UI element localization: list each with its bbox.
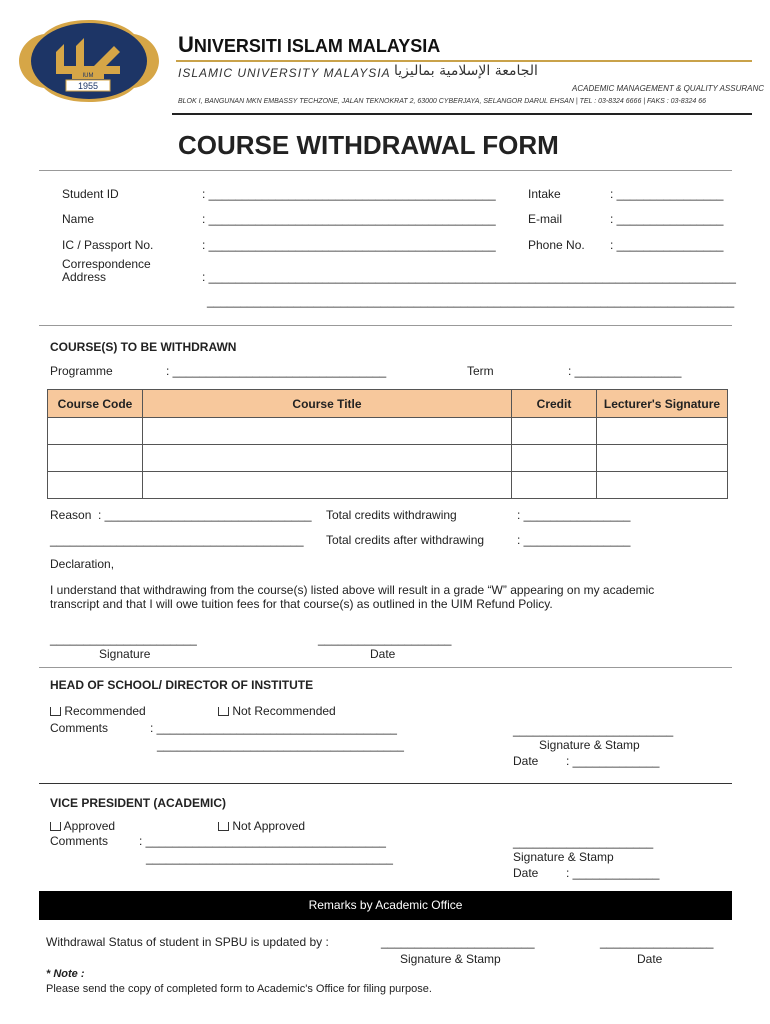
university-name-rest: NIVERSITI ISLAM MALAYSIA xyxy=(193,36,441,56)
not-recommended-label: Not Recommended xyxy=(232,704,336,718)
vp-comments-label: Comments xyxy=(50,834,109,848)
hos-comments-label: Comments xyxy=(50,721,109,735)
phone-field[interactable]: : ________________ xyxy=(610,238,724,252)
department-name: ACADEMIC MANAGEMENT & QUALITY ASSURANC xyxy=(572,84,765,93)
phone-label: Phone No. xyxy=(528,238,585,252)
column-course-code: Course Code xyxy=(48,390,143,418)
divider xyxy=(39,170,732,171)
hos-date-field[interactable]: : _____________ xyxy=(566,754,660,768)
total-after-label: Total credits after withdrawing xyxy=(326,533,485,547)
university-name-ar: الجامعة الإسلامية بماليزيا xyxy=(394,63,538,79)
office-signature-label: Signature & Stamp xyxy=(400,952,501,966)
divider xyxy=(39,783,732,784)
approved-checkbox[interactable] xyxy=(50,822,61,831)
name-field[interactable]: : ___________________________________________ xyxy=(202,212,496,226)
recommended-checkbox[interactable] xyxy=(50,707,61,716)
logo-year: 1955 xyxy=(77,81,99,91)
address-label-2: Address xyxy=(62,270,107,284)
table-cell[interactable] xyxy=(48,418,143,445)
university-name xyxy=(178,32,440,58)
address-field-2[interactable]: _______________________________________________________________________________ xyxy=(207,294,735,308)
vp-comments-field-2[interactable]: _____________________________________ xyxy=(146,851,393,865)
term-label: Term xyxy=(467,364,494,378)
table-row xyxy=(48,445,728,472)
hos-comments-field-1[interactable]: : ____________________________________ xyxy=(150,721,397,735)
table-cell[interactable] xyxy=(512,472,597,499)
total-withdrawing-label: Total credits withdrawing xyxy=(326,508,457,522)
university-name-initial: U xyxy=(178,32,194,57)
signature-label: Signature xyxy=(99,647,151,661)
reason-field-2[interactable]: ______________________________________ xyxy=(50,533,304,547)
total-withdrawing-field[interactable]: : ________________ xyxy=(517,508,631,522)
vp-date-field[interactable]: : _____________ xyxy=(566,866,660,880)
courses-table xyxy=(47,389,728,499)
table-cell[interactable] xyxy=(48,472,143,499)
table-cell[interactable] xyxy=(143,472,512,499)
office-signature-field[interactable]: _______________________ xyxy=(381,935,535,949)
email-field[interactable]: : ________________ xyxy=(610,212,724,226)
total-after-field[interactable]: : ________________ xyxy=(517,533,631,547)
column-lecturer-signature: Lecturer's Signature xyxy=(597,390,728,418)
table-cell[interactable] xyxy=(512,418,597,445)
recommended-option xyxy=(50,704,146,718)
university-address: BLOK I, BANGUNAN MKN EMBASSY TECHZONE, JALAN TEKNOKRAT 2, 63000 CYBERJAYA, SELANGOR DARUL EHSAN | TEL : 03-8324 6666 | FAKS : 03-8324 66 xyxy=(178,98,707,105)
hos-comments-field-2[interactable]: _____________________________________ xyxy=(157,738,404,752)
not-recommended-option xyxy=(218,704,336,718)
programme-label: Programme xyxy=(50,364,113,378)
vp-heading: VICE PRESIDENT (ACADEMIC) xyxy=(50,796,227,810)
name-label: Name xyxy=(62,212,95,226)
declaration-text-2: transcript and that I will owe tuition fees for that course(s) as outlined in the UIM Refund Policy. xyxy=(50,597,553,611)
student-id-label: Student ID xyxy=(62,187,119,201)
table-cell[interactable] xyxy=(143,418,512,445)
note-label: * Note : xyxy=(46,968,85,980)
date-label: Date xyxy=(370,647,396,661)
note-text: Please send the copy of completed form to Academic's Office for filing purpose. xyxy=(46,983,432,995)
not-approved-option xyxy=(218,819,305,833)
address-field-1[interactable]: : _______________________________________________________________________________ xyxy=(202,270,736,284)
not-recommended-checkbox[interactable] xyxy=(218,707,229,716)
hos-date-label: Date xyxy=(513,754,539,768)
vp-comments-field-1[interactable]: : ____________________________________ xyxy=(139,834,386,848)
table-row xyxy=(48,418,728,445)
table-cell[interactable] xyxy=(143,445,512,472)
table-cell[interactable] xyxy=(597,418,728,445)
term-field[interactable]: : ________________ xyxy=(568,364,682,378)
vp-signature-field[interactable]: _____________________ xyxy=(513,835,654,849)
column-course-title: Course Title xyxy=(143,390,512,418)
column-credit: Credit xyxy=(512,390,597,418)
student-date-field[interactable]: ____________________ xyxy=(318,632,452,646)
table-row xyxy=(48,472,728,499)
intake-field[interactable]: : ________________ xyxy=(610,187,724,201)
programme-field[interactable]: : ________________________________ xyxy=(166,364,387,378)
table-cell[interactable] xyxy=(597,472,728,499)
intake-label: Intake xyxy=(528,187,561,201)
divider xyxy=(39,325,732,326)
logo-text: IUM xyxy=(82,73,94,79)
address-label-1: Correspondence xyxy=(62,257,151,271)
hos-signature-label: Signature & Stamp xyxy=(539,738,640,752)
divider xyxy=(39,667,732,668)
courses-heading: COURSE(S) TO BE WITHDRAWN xyxy=(50,340,237,354)
table-cell[interactable] xyxy=(597,445,728,472)
header-line-gold xyxy=(176,60,752,62)
reason-field-1[interactable]: : _______________________________ xyxy=(98,508,312,522)
declaration-text-1: I understand that withdrawing from the course(s) listed above will result in a grade “W” appearing on my academic xyxy=(50,583,655,597)
reason-label: Reason xyxy=(50,508,92,522)
vp-signature-label: Signature & Stamp xyxy=(513,850,614,864)
university-logo xyxy=(16,16,162,106)
table-cell[interactable] xyxy=(48,445,143,472)
office-date-field[interactable]: _________________ xyxy=(600,935,714,949)
head-of-school-heading: HEAD OF SCHOOL/ DIRECTOR OF INSTITUTE xyxy=(50,678,314,692)
office-date-label: Date xyxy=(637,952,663,966)
withdrawal-status-label: Withdrawal Status of student in SPBU is updated by : xyxy=(46,935,329,949)
table-cell[interactable] xyxy=(512,445,597,472)
student-id-field[interactable]: : ___________________________________________ xyxy=(202,187,496,201)
recommended-label: Recommended xyxy=(64,704,146,718)
university-name-en: ISLAMIC UNIVERSITY MALAYSIA xyxy=(178,66,391,80)
header-line-black xyxy=(172,113,752,115)
not-approved-checkbox[interactable] xyxy=(218,822,229,831)
ic-passport-field[interactable]: : ___________________________________________ xyxy=(202,238,496,252)
hos-signature-field[interactable]: ________________________ xyxy=(513,723,674,737)
approved-option xyxy=(50,819,115,833)
vp-date-label: Date xyxy=(513,866,539,880)
not-approved-label: Not Approved xyxy=(232,819,306,833)
approved-label: Approved xyxy=(63,819,116,833)
table-header-row xyxy=(48,390,728,418)
email-label: E-mail xyxy=(528,212,563,226)
academic-office-banner: Remarks by Academic Office xyxy=(39,891,732,920)
declaration-heading: Declaration, xyxy=(50,557,115,571)
form-title: COURSE WITHDRAWAL FORM xyxy=(178,130,559,160)
student-signature-field[interactable]: ______________________ xyxy=(50,632,197,646)
ic-passport-label: IC / Passport No. xyxy=(62,238,154,252)
